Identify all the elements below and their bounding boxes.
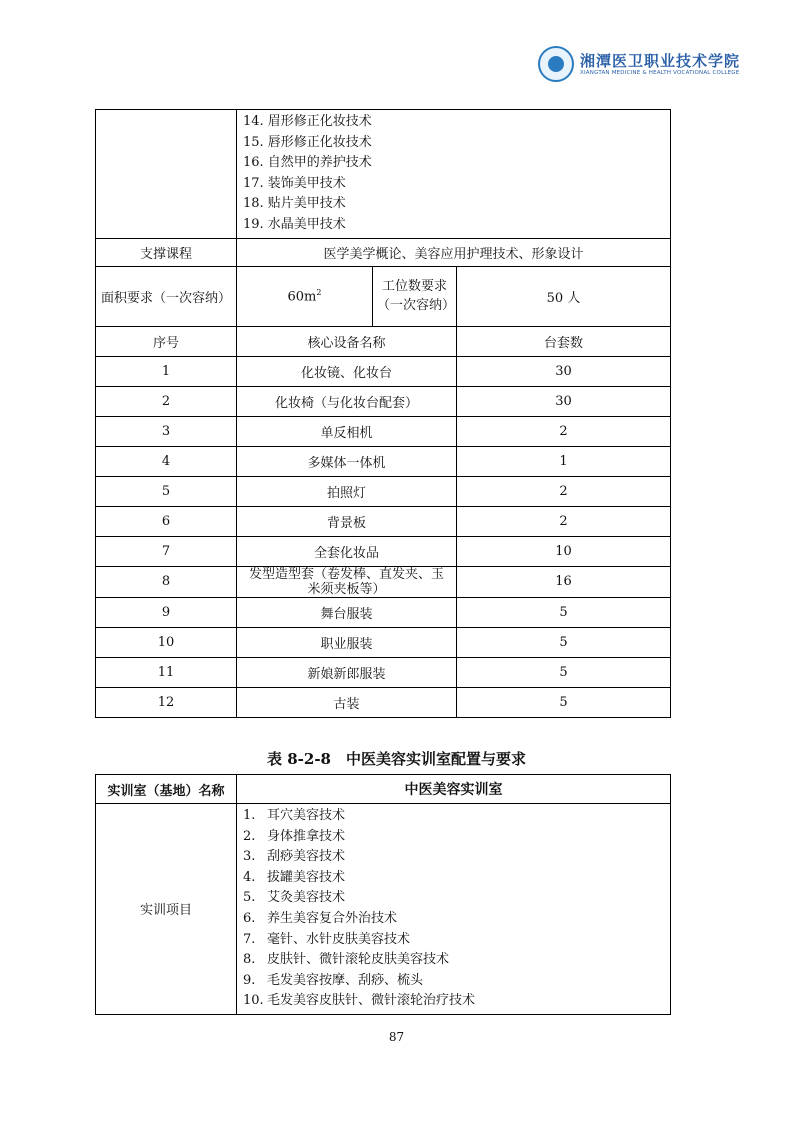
support-course-label: 支撑课程 (96, 238, 237, 266)
row-name: 多媒体一体机 (237, 446, 457, 476)
list-item: 6. 养生美容复合外治技术 (243, 910, 398, 926)
row-no: 6 (96, 506, 237, 536)
row-count: 5 (457, 627, 671, 657)
makeup-lab-table (95, 109, 671, 718)
room-name-value: 中医美容实训室 (237, 775, 671, 804)
list-item: 5. 艾灸美容技术 (243, 890, 346, 906)
table-caption: 表 8-2-8 中医美容实训室配置与要求 (267, 750, 526, 768)
area-label: 面积要求（一次容纳） (96, 266, 237, 326)
row-no: 8 (96, 566, 237, 597)
row-name: 化妆镜、化妆台 (237, 356, 457, 386)
tcm-lab-table (95, 774, 671, 1015)
row-name: 职业服装 (237, 627, 457, 657)
project-item: 14. 眉形修正化妆技术 (243, 114, 372, 129)
row-count: 16 (457, 566, 671, 597)
station-label: 工位数要求（一次容纳） (373, 266, 457, 326)
row-name: 古装 (237, 687, 457, 717)
col-header-no: 序号 (96, 326, 237, 356)
area-value: $60m^2$ (237, 266, 373, 326)
row-no: 7 (96, 536, 237, 566)
table-row (96, 416, 671, 446)
row-name: 舞台服装 (237, 597, 457, 627)
page-number: 87 (388, 1030, 405, 1044)
table-row (96, 566, 671, 597)
table-row (96, 476, 671, 506)
col-header-name: 核心设备名称 (237, 326, 457, 356)
table-row (96, 627, 671, 657)
row-no: 11 (96, 657, 237, 687)
list-item: 1. 耳穴美容技术 (243, 808, 346, 823)
project-item: 15. 唇形修正化妆技术 (243, 134, 372, 150)
row-name: 单反相机 (237, 416, 457, 446)
list-item: 9. 毛发美容按摩、刮痧、梳头 (243, 972, 424, 988)
project-item: 18. 贴片美甲技术 (243, 196, 346, 212)
row-count: 1 (457, 446, 671, 476)
project-label-cell (96, 110, 237, 239)
room-name-label: 实训室（基地）名称 (96, 775, 237, 804)
project-item: 16. 自然甲的养护技术 (243, 155, 372, 171)
row-name: 背景板 (237, 506, 457, 536)
row-count: 30 (457, 386, 671, 416)
project-item: 19. 水晶美甲技术 (243, 216, 346, 232)
row-count: 5 (457, 597, 671, 627)
list-item: 10. 毛发美容皮肤针、微针滚轮治疗技术 (243, 993, 476, 1009)
row-count: 5 (457, 687, 671, 717)
row-name: 化妆椅（与化妆台配套） (237, 386, 457, 416)
logo-chinese-name: 湘潭医卫职业技术学院 (580, 52, 741, 70)
table-row (96, 536, 671, 566)
row-count: 2 (457, 476, 671, 506)
station-value: 50 人 (457, 266, 671, 326)
support-course-value: 医学美学概论、美容应用护理技术、形象设计 (237, 238, 671, 266)
table-row (96, 446, 671, 476)
list-item: 8. 皮肤针、微针滚轮皮肤美容技术 (243, 952, 450, 968)
table-row (96, 597, 671, 627)
list-item: 2. 身体推拿技术 (243, 828, 346, 844)
row-name: 全套化妆品 (237, 536, 457, 566)
row-count: 2 (457, 506, 671, 536)
row-name: 发型造型套（卷发棒、直发夹、玉米须夹板等） (237, 566, 457, 597)
list-item: 7. 毫针、水针皮肤美容技术 (243, 931, 411, 947)
col-header-count: 台套数 (457, 326, 671, 356)
row-no: 9 (96, 597, 237, 627)
list-item: 3. 刮痧美容技术 (243, 849, 346, 865)
college-logo (538, 46, 741, 86)
table-row (96, 657, 671, 687)
project-item: 17. 装饰美甲技术 (243, 175, 346, 191)
row-no: 2 (96, 386, 237, 416)
project-list (237, 110, 671, 239)
list-item: 4. 拔罐美容技术 (243, 869, 346, 885)
row-no: 5 (96, 476, 237, 506)
row-count: 30 (457, 356, 671, 386)
table-row (96, 356, 671, 386)
table-row (96, 506, 671, 536)
row-no: 3 (96, 416, 237, 446)
project-label: 实训项目 (96, 804, 237, 1015)
college-emblem-icon (538, 46, 574, 82)
row-no: 12 (96, 687, 237, 717)
table-row (96, 386, 671, 416)
table-row (96, 687, 671, 717)
row-no: 1 (96, 356, 237, 386)
row-count: 2 (457, 416, 671, 446)
row-name: 拍照灯 (237, 476, 457, 506)
row-count: 5 (457, 657, 671, 687)
row-no: 10 (96, 627, 237, 657)
row-count: 10 (457, 536, 671, 566)
row-no: 4 (96, 446, 237, 476)
tcm-project-list (237, 804, 671, 1015)
logo-english-name: XIANGTAN MEDICINE & HEALTH VOCATIONAL COLLEGE (580, 70, 740, 76)
row-name: 新娘新郎服装 (237, 657, 457, 687)
